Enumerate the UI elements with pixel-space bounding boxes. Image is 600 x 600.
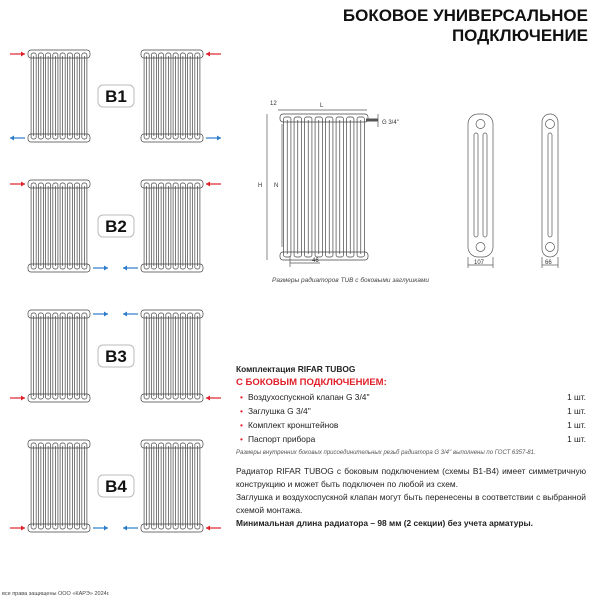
flow-arrow-icon (206, 526, 221, 531)
dim-N: N (274, 183, 279, 189)
bullet-icon: • (240, 420, 243, 430)
drawing-caption: Размеры радиаторов TUB с боковыми заглушками (272, 277, 430, 284)
flow-arrow-icon (206, 396, 221, 401)
flow-arrow-icon (123, 526, 138, 531)
svg-text:B3: B3 (105, 347, 127, 366)
flow-arrow-icon (93, 526, 108, 531)
kit-item: • Комплект кронштейнов 1 шт. (240, 420, 586, 430)
copyright: все права защищены ООО «КАРЭ» 2024г. (2, 591, 110, 597)
dim-46: 46 (312, 258, 319, 264)
dim-thread: G 3/4'' (382, 120, 399, 126)
radiator (141, 440, 203, 532)
kit-item: • Заглушка G 3/4'' 1 шт. (240, 406, 586, 416)
side-view-66 (542, 114, 558, 268)
flow-arrow-icon (93, 266, 108, 271)
radiator (141, 50, 203, 142)
flow-arrow-icon (123, 266, 138, 271)
description: Радиатор RIFAR TUBOG с боковым подключением (схемы B1-B4) имеет симметричную конструкцию и может быть подключен по любой из схем. Заглушка и воздухоспускной клапан могут быть перенесены в соответствии с выбранной схемой монтажа. Минимальная длина радиатора – 98 мм (2 секции) без учета арматуры. (236, 466, 586, 528)
radiator (28, 440, 90, 532)
connection-schemes (0, 0, 230, 560)
flow-arrow-icon (206, 136, 221, 141)
radiator (28, 310, 90, 402)
kit-section (236, 364, 586, 456)
scheme-label-b3 (98, 345, 134, 367)
flow-arrow-icon (93, 312, 108, 317)
scheme-label-b2 (98, 215, 134, 237)
flow-arrow-icon (10, 526, 25, 531)
flow-arrow-icon (123, 312, 138, 317)
kit-subheading: С БОКОВЫМ ПОДКЛЮЧЕНИЕМ: (236, 377, 387, 388)
svg-text:B1: B1 (105, 87, 127, 106)
bullet-icon: • (240, 392, 243, 402)
flow-arrow-icon (206, 182, 221, 187)
svg-text:B4: B4 (105, 477, 127, 496)
flow-arrow-icon (206, 52, 221, 57)
dim-H: H (258, 183, 263, 189)
page-title: БОКОВОЕ УНИВЕРСАЛЬНОЕ ПОДКЛЮЧЕНИЕ (342, 6, 588, 45)
kit-heading: Комплектация RIFAR TUBOG (236, 364, 356, 374)
side-view-107 (468, 114, 493, 268)
flow-arrow-icon (10, 396, 25, 401)
front-view (267, 110, 378, 267)
radiator (141, 310, 203, 402)
kit-note: Размеры внутренних боковых присоединительных резьб радиатора G 3/4'' выполнены по ГОСТ 6357-81. (236, 450, 536, 456)
flow-arrow-icon (10, 136, 25, 141)
svg-text:B2: B2 (105, 217, 127, 236)
radiator (280, 114, 368, 260)
flow-arrow-icon (10, 52, 25, 57)
bullet-icon: • (240, 434, 243, 444)
dim-L: L (320, 103, 324, 109)
bullet-icon: • (240, 406, 243, 416)
flow-arrow-icon (10, 182, 25, 187)
kit-item: • Паспорт прибора 1 шт. (240, 434, 586, 444)
technical-drawing (240, 90, 600, 275)
dim-107: 107 (474, 260, 485, 266)
scheme-label-b4 (98, 475, 134, 497)
scheme-label-b1 (98, 85, 134, 107)
dim-12: 12 (270, 101, 277, 107)
radiator (28, 50, 90, 142)
radiator (28, 180, 90, 272)
kit-item: • Воздухоспускной клапан G 3/4'' 1 шт. (240, 392, 586, 402)
dim-66: 66 (545, 260, 552, 266)
radiator (141, 180, 203, 272)
